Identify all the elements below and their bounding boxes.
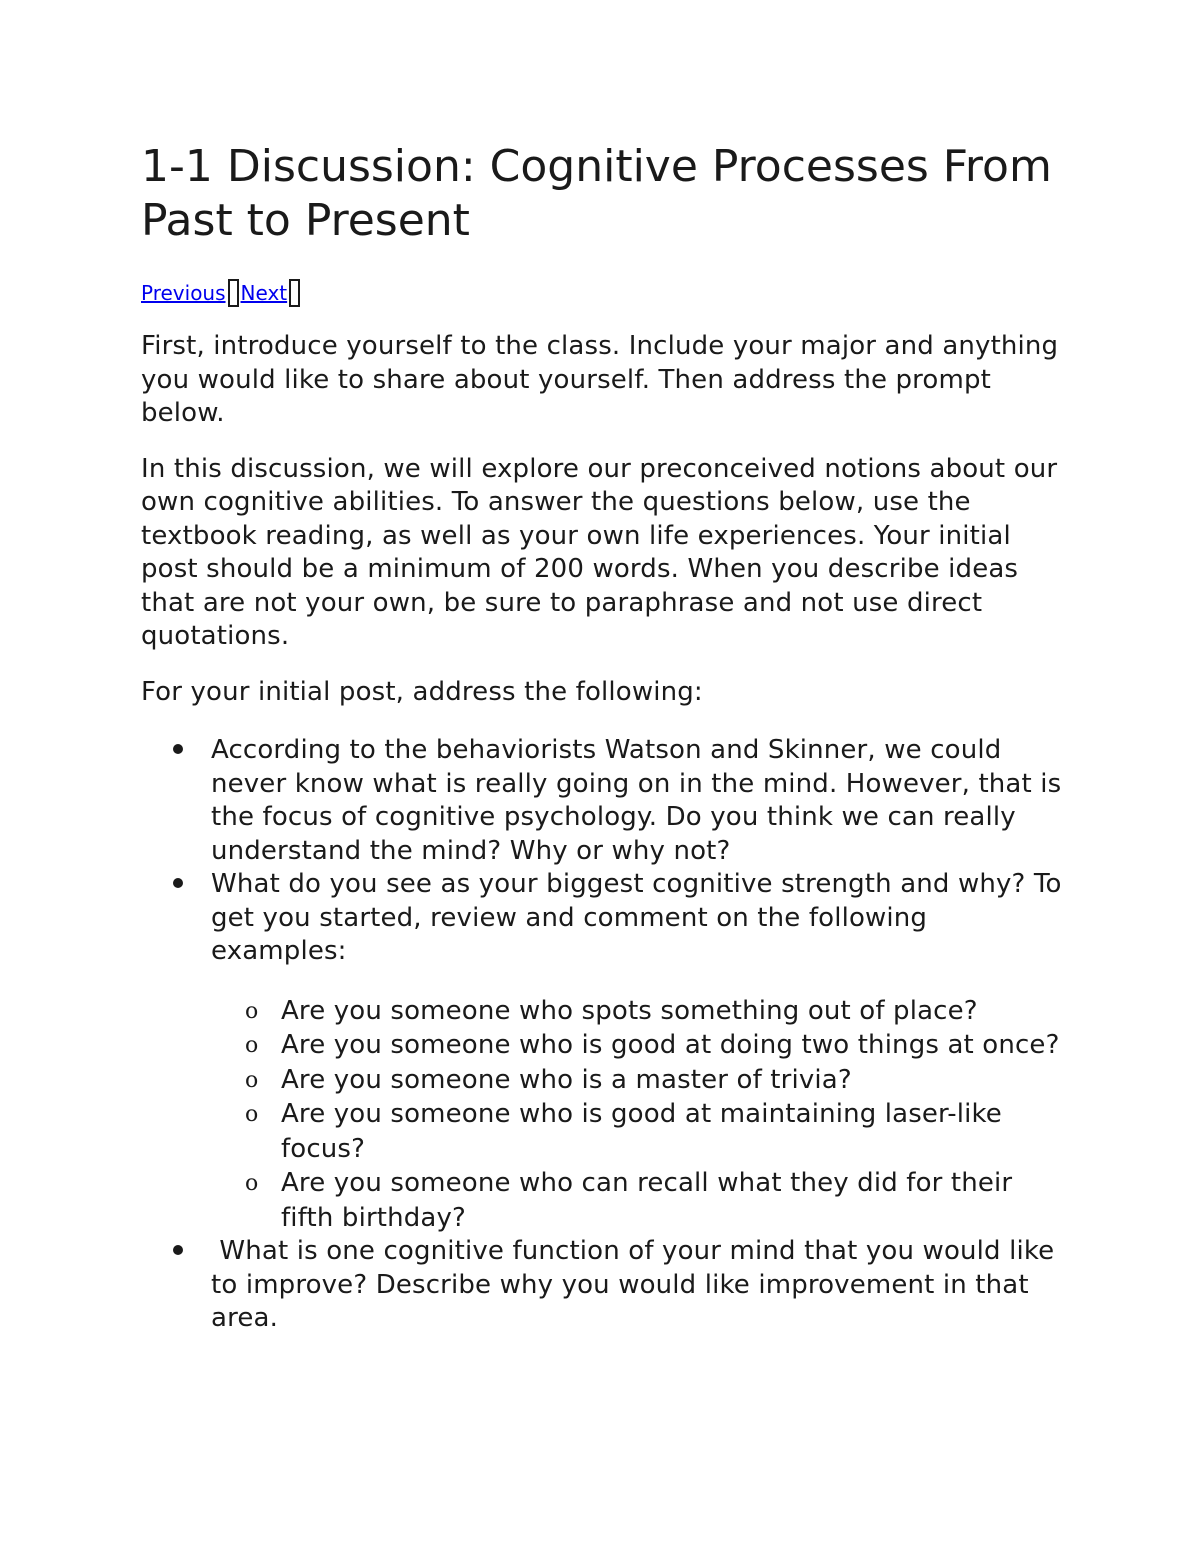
- page-title: 1-1 Discussion: Cognitive Processes From Past to Present: [141, 141, 1052, 246]
- intro-paragraph: First, introduce yourself to the class. Include your major and anything you would like to share about yourself. Then address the prompt below.: [141, 331, 1059, 428]
- previous-link[interactable]: Previous: [141, 281, 226, 305]
- circle-bullet-icon: o: [245, 1067, 259, 1093]
- bullet-icon: [173, 878, 183, 888]
- bullet-icon: [173, 1245, 183, 1255]
- examples-sublist: [211, 994, 1066, 1236]
- missing-glyph-icon: [228, 279, 239, 307]
- document-page: [141, 140, 1066, 1336]
- list-item-text: What do you see as your biggest cognitive strength and why? To get you started, review and comment on the following examples:: [211, 869, 1062, 966]
- sublist-item-text: Are you someone who can recall what they did for their fifth birthday?: [281, 1168, 1013, 1233]
- sublist-item: [245, 1063, 1066, 1098]
- list-item-text: According to the behaviorists Watson and Skinner, we could never know what is really going on in the mind. However, that is the focus of cognitive psychology. Do you think we can really understand the mind? Why or why not?: [211, 735, 1062, 866]
- missing-glyph-icon: [289, 279, 300, 307]
- list-item: [211, 1235, 1066, 1336]
- nav-links: [141, 278, 1066, 308]
- sublist-item: [245, 1097, 1066, 1166]
- sublist-item-text: Are you someone who spots something out of place?: [281, 995, 978, 1026]
- list-item-text: What is one cognitive function of your mind that you would like to improve? Describe why you would like improvement in that area.: [211, 1236, 1063, 1333]
- sublist-item: [245, 1166, 1066, 1235]
- circle-bullet-icon: o: [245, 998, 259, 1024]
- sublist-item-text: Are you someone who is good at doing two things at once?: [281, 1030, 1060, 1060]
- list-item: [211, 868, 1066, 1235]
- sublist-item-text: Are you someone who is a master of trivia?: [281, 1064, 852, 1095]
- sublist-item: [245, 1028, 1066, 1063]
- prompt-list: [141, 734, 1066, 1336]
- sublist-item-text: Are you someone who is good at maintaining laser-like focus?: [281, 1099, 1002, 1164]
- circle-bullet-icon: o: [245, 1171, 259, 1196]
- bullet-icon: [173, 744, 183, 754]
- sublist-item: [245, 994, 1066, 1029]
- discussion-paragraph: In this discussion, we will explore our preconceived notions about our own cognitive abilities. To answer the questions below, use the textbook reading, as well as your own life experiences. Your initial post should be a minimum of 200 words. When you describe ideas that are not your own, be sure to paraphrase and not use direct quotations.: [141, 453, 1058, 651]
- next-link[interactable]: Next: [240, 281, 288, 305]
- circle-bullet-icon: o: [245, 1033, 259, 1058]
- circle-bullet-icon: o: [245, 1102, 259, 1127]
- instructions-paragraph: For your initial post, address the following:: [141, 676, 703, 707]
- list-item: [211, 734, 1066, 868]
